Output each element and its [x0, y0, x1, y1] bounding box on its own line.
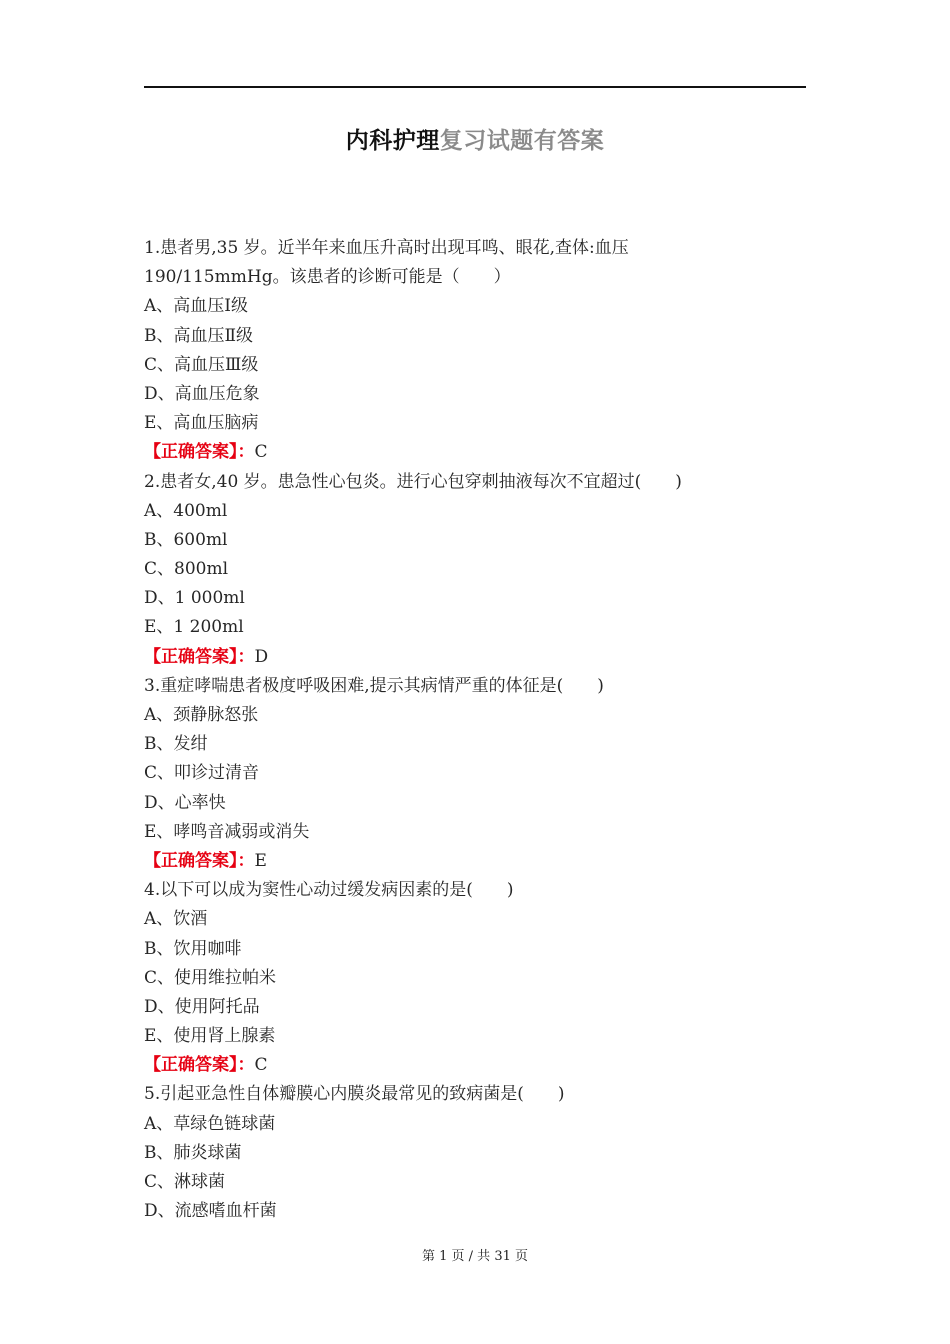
answer-option: C、叩诊过清音	[144, 763, 260, 784]
correct-answer-label: 【正确答案】：	[144, 850, 255, 871]
answer-option: B、高血压Ⅱ级	[144, 325, 254, 346]
answer-option: C、使用维拉帕米	[144, 967, 277, 988]
correct-answer-value: E	[254, 850, 267, 871]
correct-answer-value: C	[254, 1055, 268, 1076]
correct-answer-value: C	[254, 442, 268, 463]
question-stem: 4.以下可以成为窦性心动过缓发病因素的是( )	[144, 880, 514, 901]
correct-answer	[144, 1051, 806, 1080]
answer-option: A、颈静脉怒张	[144, 705, 259, 725]
answer-option: E、哮鸣音减弱或消失	[144, 821, 310, 842]
answer-option: D、1 000ml	[144, 588, 245, 609]
answer-option: E、使用肾上腺素	[144, 1026, 276, 1047]
question-stem: 190/115mmHg。该患者的诊断可能是（ ）	[144, 267, 511, 288]
answer-option: E、高血压脑病	[144, 413, 259, 434]
page-number-footer: 第 1 页 / 共 31 页	[422, 1249, 528, 1264]
correct-answer-value: D	[254, 646, 269, 667]
correct-answer-label: 【正确答案】：	[144, 646, 255, 667]
question-stem: 3.重症哮喘患者极度呼吸困难,提示其病情严重的体征是( )	[144, 675, 604, 696]
correct-answer-label: 【正确答案】：	[144, 1055, 255, 1076]
answer-option: D、高血压危象	[144, 383, 260, 404]
answer-option: C、淋球菌	[144, 1172, 226, 1192]
answer-option: B、600ml	[144, 529, 228, 550]
correct-answer	[144, 438, 806, 467]
answer-option: D、流感嗜血杆菌	[144, 1201, 277, 1222]
answer-option: C、高血压Ⅲ级	[144, 354, 259, 375]
answer-option: A、饮酒	[144, 909, 208, 930]
question-stem: 1.患者男,35 岁。近半年来血压升高时出现耳鸣、眼花,查体:血压	[144, 238, 629, 258]
answer-option: A、400ml	[144, 500, 228, 521]
answer-option: D、使用阿托品	[144, 996, 260, 1017]
title-grey-part: 复习试题有答案	[439, 127, 605, 154]
answer-option: D、心率快	[144, 792, 226, 813]
correct-answer-label: 【正确答案】：	[144, 442, 255, 463]
title-dark-part: 内科护理	[345, 127, 440, 154]
answer-option: B、肺炎球菌	[144, 1142, 242, 1163]
answer-option: E、1 200ml	[144, 617, 244, 638]
correct-answer	[144, 643, 806, 672]
question-stem: 2.患者女,40 岁。患急性心包炎。进行心包穿刺抽液每次不宜超过( )	[144, 471, 682, 492]
header-rule	[144, 86, 806, 88]
answer-option: C、800ml	[144, 559, 229, 580]
answer-option: B、发绀	[144, 734, 208, 755]
document-title	[0, 122, 950, 155]
question-stem: 5.引起亚急性自体瓣膜心内膜炎最常见的致病菌是( )	[144, 1084, 565, 1105]
answer-option: A、高血压Ⅰ级	[144, 296, 248, 317]
answer-option: B、饮用咖啡	[144, 938, 242, 959]
answer-option: A、草绿色链球菌	[144, 1113, 276, 1134]
question-list	[144, 234, 806, 1226]
correct-answer	[144, 847, 806, 876]
